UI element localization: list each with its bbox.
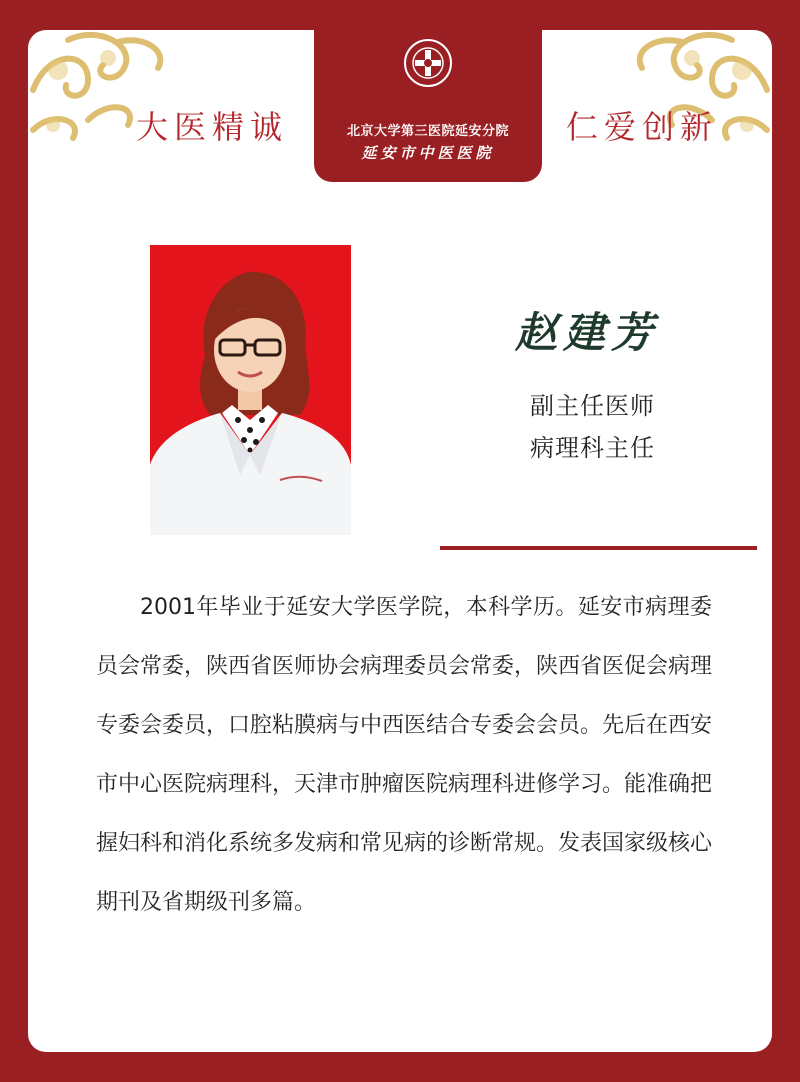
section-divider [440, 546, 757, 550]
hospital-banner [314, 30, 542, 182]
profile-card [28, 30, 772, 1052]
doctor-portrait-photo [150, 245, 351, 535]
hospital-name-line2: 延安市中医医院 [361, 144, 495, 162]
doctor-title: 副主任医师 [530, 392, 655, 420]
doctor-position: 病理科主任 [530, 434, 655, 462]
hospital-name-line1: 北京大学第三医院延安分院 [346, 124, 509, 139]
motto-right: 仁爱创新 [566, 108, 719, 146]
motto-left: 大医精诚 [136, 108, 289, 146]
doctor-name: 赵建芳 [515, 308, 660, 357]
hospital-emblem-icon [403, 38, 453, 88]
doctor-biography: 2001年毕业于延安大学医学院，本科学历。延安市病理委员会常委，陕西省医师协会病理委员会常委，陕西省医促会病理专委会委员，口腔粘膜病与中西医结合专委会会员。先后在西安市中心医院病理科，天津市肿瘤医院病理科进修学习。能准确把握妇科和消化系统多发病和常见病的诊断常规。发表国家级核心期刊及省期级刊多篇。 [96, 595, 713, 915]
